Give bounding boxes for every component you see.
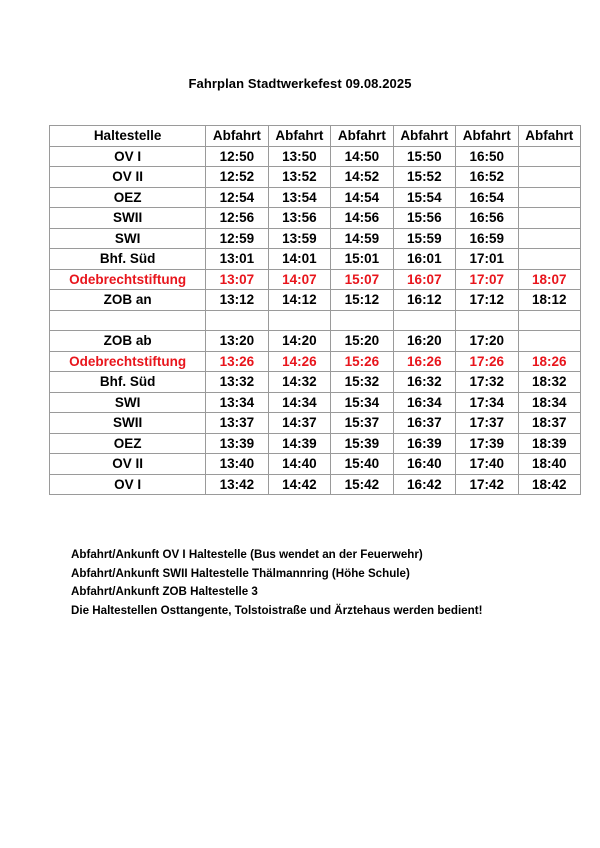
stop-name-cell: ZOB ab (50, 331, 206, 352)
stop-name-cell: SWI (50, 228, 206, 249)
table-row (50, 474, 581, 495)
departure-time-cell: 14:40 (268, 454, 330, 475)
stop-name-cell: OV I (50, 146, 206, 167)
departure-time-cell (456, 310, 518, 331)
table-row (50, 187, 581, 208)
departure-time-cell: 15:54 (393, 187, 455, 208)
departure-time-cell: 18:40 (518, 454, 580, 475)
departure-time-cell: 16:26 (393, 351, 455, 372)
departure-time-cell: 18:26 (518, 351, 580, 372)
departure-time-cell: 18:34 (518, 392, 580, 413)
departure-time-cell: 18:37 (518, 413, 580, 434)
departure-time-cell: 14:32 (268, 372, 330, 393)
departure-time-cell (518, 310, 580, 331)
departure-time-cell: 16:42 (393, 474, 455, 495)
departure-time-cell: 14:01 (268, 249, 330, 270)
departure-time-cell: 13:01 (206, 249, 268, 270)
page-title: Fahrplan Stadtwerkefest 09.08.2025 (188, 76, 412, 91)
departure-time-cell: 13:52 (268, 167, 330, 188)
departure-time-cell: 13:37 (206, 413, 268, 434)
departure-time-cell: 14:39 (268, 433, 330, 454)
stop-name-cell: Odebrechtstiftung (50, 351, 206, 372)
table-row (50, 228, 581, 249)
departure-time-cell (206, 310, 268, 331)
header-cell: Abfahrt (518, 126, 580, 147)
header-cell: Abfahrt (331, 126, 393, 147)
stop-name-cell: OV I (50, 474, 206, 495)
departure-time-cell: 17:20 (456, 331, 518, 352)
departure-time-cell: 12:54 (206, 187, 268, 208)
departure-time-cell: 16:37 (393, 413, 455, 434)
departure-time-cell: 12:52 (206, 167, 268, 188)
departure-time-cell: 14:12 (268, 290, 330, 311)
departure-time-cell: 18:12 (518, 290, 580, 311)
note-line: Abfahrt/Ankunft ZOB Haltestelle 3 (71, 585, 258, 598)
departure-time-cell: 18:39 (518, 433, 580, 454)
departure-time-cell (518, 187, 580, 208)
departure-time-cell (518, 228, 580, 249)
departure-time-cell: 15:32 (331, 372, 393, 393)
departure-time-cell: 17:34 (456, 392, 518, 413)
table-row (50, 249, 581, 270)
departure-time-cell: 16:39 (393, 433, 455, 454)
departure-time-cell (518, 331, 580, 352)
departure-time-cell: 16:50 (456, 146, 518, 167)
departure-time-cell: 18:42 (518, 474, 580, 495)
notes (71, 546, 482, 620)
departure-time-cell: 15:01 (331, 249, 393, 270)
departure-time-cell: 17:40 (456, 454, 518, 475)
departure-time-cell: 17:07 (456, 269, 518, 290)
departure-time-cell: 16:07 (393, 269, 455, 290)
stop-name-cell: Bhf. Süd (50, 372, 206, 393)
departure-time-cell (268, 310, 330, 331)
departure-time-cell: 14:26 (268, 351, 330, 372)
departure-time-cell: 14:42 (268, 474, 330, 495)
stop-name-cell: SWII (50, 413, 206, 434)
departure-time-cell: 13:07 (206, 269, 268, 290)
departure-time-cell: 14:34 (268, 392, 330, 413)
departure-time-cell: 15:59 (393, 228, 455, 249)
table-row (50, 290, 581, 311)
departure-time-cell: 15:34 (331, 392, 393, 413)
departure-time-cell (518, 249, 580, 270)
table-row (50, 167, 581, 188)
departure-time-cell: 16:32 (393, 372, 455, 393)
stop-name-cell: OV II (50, 167, 206, 188)
note-line: Die Haltestellen Osttangente, Tolstoistraße und Ärztehaus werden bedient! (71, 603, 483, 617)
departure-time-cell: 14:37 (268, 413, 330, 434)
departure-time-cell: 17:32 (456, 372, 518, 393)
departure-time-cell: 15:40 (331, 454, 393, 475)
departure-time-cell: 15:07 (331, 269, 393, 290)
departure-time-cell: 13:32 (206, 372, 268, 393)
departure-time-cell: 16:59 (456, 228, 518, 249)
departure-time-cell: 15:56 (393, 208, 455, 229)
header-cell: Abfahrt (393, 126, 455, 147)
departure-time-cell: 16:52 (456, 167, 518, 188)
table-row (50, 331, 581, 352)
departure-time-cell: 14:52 (331, 167, 393, 188)
departure-time-cell: 15:42 (331, 474, 393, 495)
departure-time-cell: 13:42 (206, 474, 268, 495)
table-row (50, 392, 581, 413)
departure-time-cell: 13:34 (206, 392, 268, 413)
departure-time-cell: 15:20 (331, 331, 393, 352)
departure-time-cell (331, 310, 393, 331)
stop-name-cell: Bhf. Süd (50, 249, 206, 270)
departure-time-cell: 13:20 (206, 331, 268, 352)
stop-name-cell: OEZ (50, 433, 206, 454)
note-line: Abfahrt/Ankunft OV I Haltestelle (Bus wendet an der Feuerwehr) (71, 548, 423, 561)
departure-time-cell: 17:26 (456, 351, 518, 372)
stop-name-cell (50, 310, 206, 331)
departure-time-cell: 13:54 (268, 187, 330, 208)
departure-time-cell: 16:54 (456, 187, 518, 208)
schedule-body (50, 126, 581, 495)
departure-time-cell: 15:12 (331, 290, 393, 311)
table-row (50, 310, 581, 331)
departure-time-cell: 15:39 (331, 433, 393, 454)
schedule-table (49, 125, 581, 495)
departure-time-cell: 14:59 (331, 228, 393, 249)
departure-time-cell: 16:34 (393, 392, 455, 413)
stop-name-cell: OEZ (50, 187, 206, 208)
departure-time-cell: 15:37 (331, 413, 393, 434)
departure-time-cell: 18:32 (518, 372, 580, 393)
departure-time-cell: 16:20 (393, 331, 455, 352)
stop-name-cell: SWI (50, 392, 206, 413)
departure-time-cell: 14:20 (268, 331, 330, 352)
table-row (50, 351, 581, 372)
departure-time-cell (518, 146, 580, 167)
departure-time-cell: 18:07 (518, 269, 580, 290)
table-row (50, 454, 581, 475)
departure-time-cell (518, 167, 580, 188)
departure-time-cell: 14:56 (331, 208, 393, 229)
header-cell: Abfahrt (456, 126, 518, 147)
note-line: Abfahrt/Ankunft SWII Haltestelle Thälmannring (Höhe Schule) (71, 566, 410, 580)
departure-time-cell: 13:39 (206, 433, 268, 454)
departure-time-cell: 15:52 (393, 167, 455, 188)
departure-time-cell: 17:37 (456, 413, 518, 434)
departure-time-cell: 13:26 (206, 351, 268, 372)
table-row (50, 372, 581, 393)
header-cell: Abfahrt (206, 126, 268, 147)
departure-time-cell: 14:50 (331, 146, 393, 167)
header-cell: Abfahrt (268, 126, 330, 147)
departure-time-cell: 12:50 (206, 146, 268, 167)
departure-time-cell: 13:56 (268, 208, 330, 229)
table-row (50, 413, 581, 434)
departure-time-cell: 17:01 (456, 249, 518, 270)
departure-time-cell (393, 310, 455, 331)
departure-time-cell: 17:42 (456, 474, 518, 495)
departure-time-cell: 14:07 (268, 269, 330, 290)
departure-time-cell: 13:59 (268, 228, 330, 249)
table-row (50, 146, 581, 167)
table-header-row (50, 126, 581, 147)
departure-time-cell: 12:56 (206, 208, 268, 229)
stop-name-cell: Odebrechtstiftung (50, 269, 206, 290)
departure-time-cell: 16:12 (393, 290, 455, 311)
header-cell: Haltestelle (50, 126, 206, 147)
departure-time-cell: 16:40 (393, 454, 455, 475)
departure-time-cell: 17:39 (456, 433, 518, 454)
departure-time-cell: 15:26 (331, 351, 393, 372)
table-row (50, 208, 581, 229)
departure-time-cell: 16:01 (393, 249, 455, 270)
table-row (50, 433, 581, 454)
stop-name-cell: ZOB an (50, 290, 206, 311)
departure-time-cell (518, 208, 580, 229)
departure-time-cell: 13:40 (206, 454, 268, 475)
departure-time-cell: 15:50 (393, 146, 455, 167)
table-row (50, 269, 581, 290)
stop-name-cell: OV II (50, 454, 206, 475)
departure-time-cell: 16:56 (456, 208, 518, 229)
departure-time-cell: 12:59 (206, 228, 268, 249)
departure-time-cell: 13:12 (206, 290, 268, 311)
stop-name-cell: SWII (50, 208, 206, 229)
departure-time-cell: 13:50 (268, 146, 330, 167)
departure-time-cell: 17:12 (456, 290, 518, 311)
departure-time-cell: 14:54 (331, 187, 393, 208)
